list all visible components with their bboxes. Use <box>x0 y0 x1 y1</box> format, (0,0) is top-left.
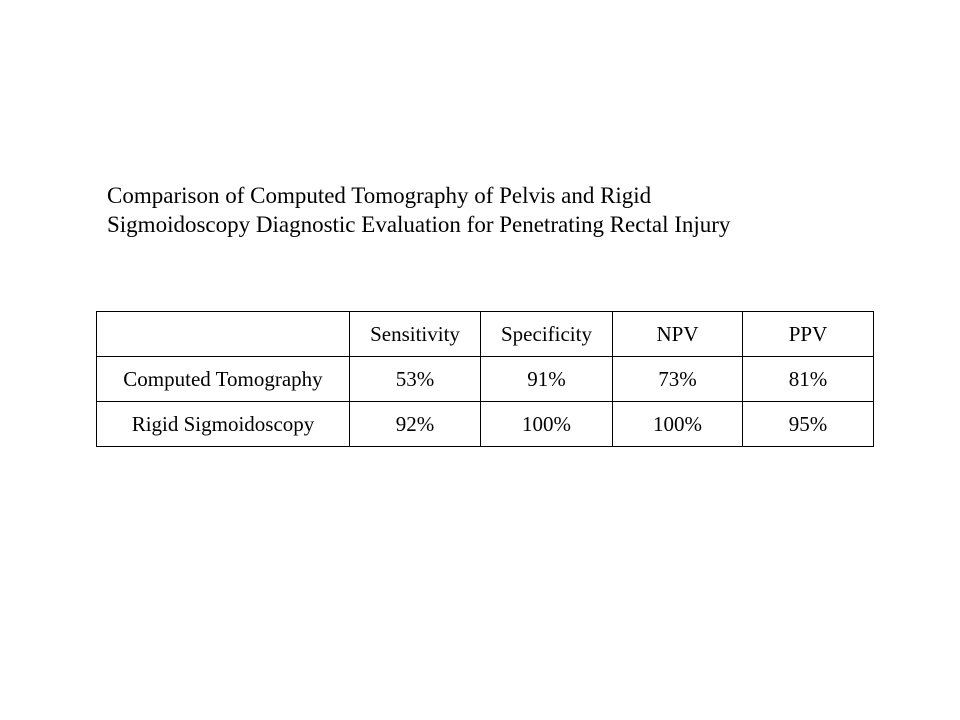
title-line-1: Comparison of Computed Tomography of Pelvis and Rigid <box>107 183 652 208</box>
header-cell-ppv: PPV <box>743 312 874 357</box>
sensitivity-cell: 53% <box>350 357 481 402</box>
diagnostic-comparison-table <box>96 311 874 447</box>
npv-cell: 73% <box>613 357 743 402</box>
table-row <box>97 357 874 402</box>
specificity-cell: 91% <box>481 357 613 402</box>
npv-cell: 100% <box>613 402 743 447</box>
table-header-row <box>97 312 874 357</box>
title-line-2: Sigmoidoscopy Diagnostic Evaluation for Penetrating Rectal Injury <box>107 212 731 237</box>
header-cell-sensitivity: Sensitivity <box>350 312 481 357</box>
row-label-cell: Rigid Sigmoidoscopy <box>97 402 350 447</box>
ppv-cell: 81% <box>743 357 874 402</box>
header-cell-blank <box>97 312 350 357</box>
slide-title <box>107 181 867 239</box>
specificity-cell: 100% <box>481 402 613 447</box>
table-row <box>97 402 874 447</box>
header-cell-npv: NPV <box>613 312 743 357</box>
header-cell-specificity: Specificity <box>481 312 613 357</box>
row-label-cell: Computed Tomography <box>97 357 350 402</box>
sensitivity-cell: 92% <box>350 402 481 447</box>
ppv-cell: 95% <box>743 402 874 447</box>
